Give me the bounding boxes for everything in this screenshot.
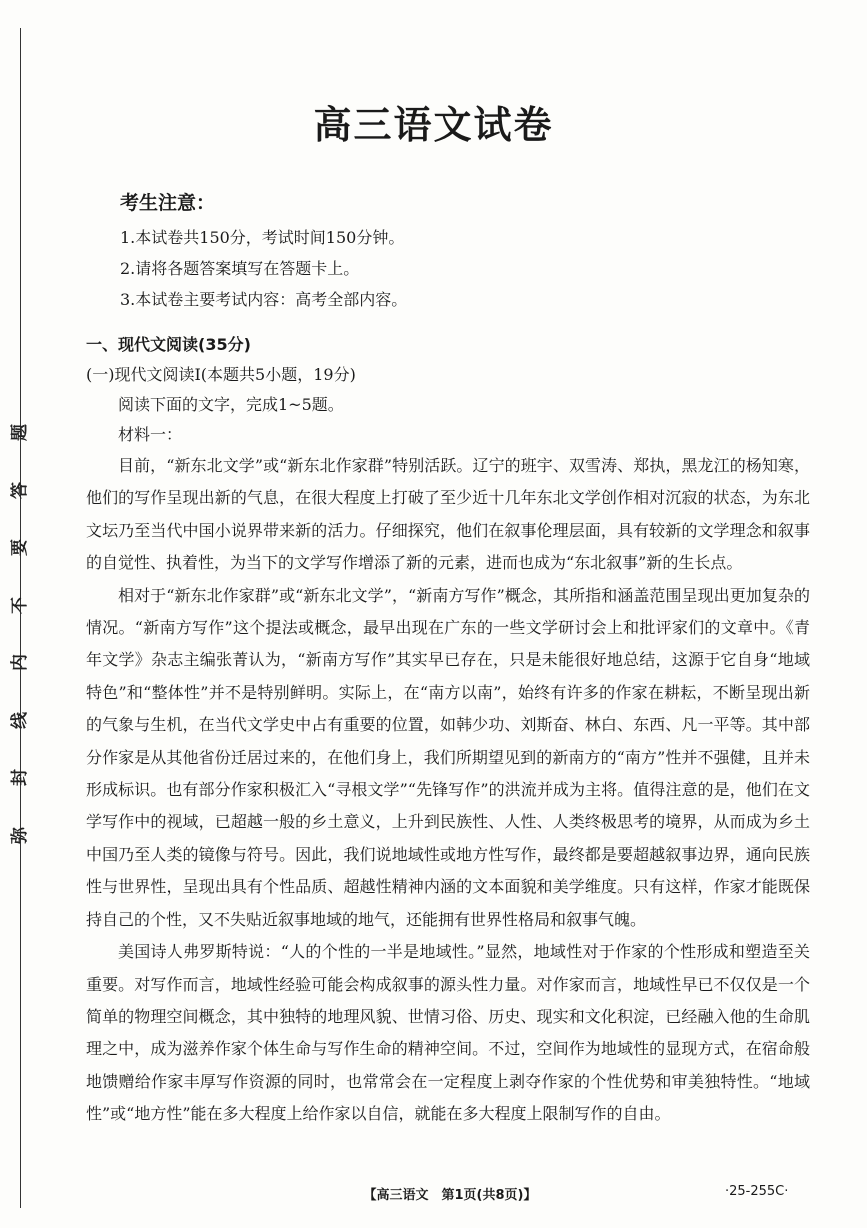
seal-char: 内 — [9, 654, 30, 672]
passage-paragraph: 目前，“新东北文学”或“新东北作家群”特别活跃。辽宁的班宇、双雪涛、郑执，黑龙江的杨知寒，他们的写作呈现出新的气息，在很大程度上打破了至少近十几年东北文学创作相对沉寂的状态，为东北文坛乃至当代中国小说界带来新的活力。仔细探究，他们在叙事伦理层面，具有较新的文学理念和叙事的自觉性、执着性，为当下的文学写作增添了新的元素，进而也成为“东北叙事”新的生长点。 — [86, 456, 810, 573]
material-label: 材料一： — [118, 425, 183, 444]
footer-page-info: 【高三语文 第1页(共8页)】 — [363, 1188, 537, 1203]
section-title: 一、现代文阅读(35分) — [86, 335, 251, 354]
exam-notice — [120, 190, 820, 315]
seal-char: 封 — [9, 769, 30, 787]
seal-char: 题 — [9, 424, 30, 441]
notice-item: 1.本试卷共150分，考试时间150分钟。 — [120, 228, 405, 247]
reading-section — [86, 330, 810, 1131]
notice-heading: 考生注意： — [120, 192, 216, 214]
notice-item: 2.请将各题答案填写在答题卡上。 — [120, 259, 360, 278]
subsection-title: (一)现代文阅读Ⅰ(本题共5小题，19分) — [86, 365, 356, 384]
seal-char: 弥 — [9, 826, 30, 844]
seal-char: 不 — [9, 596, 30, 614]
page-title: 高三语文试卷 — [313, 103, 554, 147]
footer-code: ·25-255C· — [725, 1184, 789, 1199]
passage-paragraph: 相对于“新东北作家群”或“新东北文学”，“新南方写作”概念，其所指和涵盖范围呈现出更加复杂的情况。“新南方写作”这个提法或概念，最早出现在广东的一些文学研讨会上和批评家们的文章中。《青年文学》杂志主编张菁认为，“新南方写作”其实早已存在，只是未能很好地总结，这源于它自身“地域特色”和“整体性”并不是特别鲜明。实际上，在“南方以南”，始终有许多的作家在耕耘，不断呈现出新的气象与生机，在当代文学史中占有重要的位置，如韩少功、刘斯奋、林白、东西、凡一平等。其中部分作家是从其他省份迁居过来的，在他们身上，我们所期望见到的新南方的“南方”性并不强健，且并未形成标识。也有部分作家积极汇入“寻根文学”“先锋写作”的洪流并成为主将。值得注意的是，他们在文学写作中的视域，已超越一般的乡土意义，上升到民族性、人性、人类终极思考的境界，从而成为乡土中国乃至人类的镜像与符号。因此，我们说地域性或地方性写作，最终都是要超越叙事边界，通向民族性与世界性，呈现出具有个性品质、超越性精神内涵的文本面貌和美学维度。只有这样，作家才能既保持自己的个性，又不失贴近叙事地域的地气，还能拥有世界性格局和叙事气魄。 — [86, 585, 810, 929]
binding-seal-text — [6, 424, 34, 844]
seal-char: 线 — [9, 711, 30, 729]
notice-item: 3.本试卷主要考试内容：高考全部内容。 — [120, 290, 408, 309]
passage-paragraph: 美国诗人弗罗斯特说：“人的个性的一半是地域性。”显然，地域性对于作家的个性形成和塑造至关重要。对写作而言，地域性经验可能会构成叙事的源头性力量。对作家而言，地域性早已不仅仅是一个简单的物理空间概念，其中独特的地理风貌、世情习俗、历史、现实和文化积淀，已经融入他的生命肌理之中，成为滋养作家个体生命与写作生命的精神空间。不过，空间作为地域性的显现方式，在宿命般地馈赠给作家丰厚写作资源的同时，也常常会在一定程度上剥夺作家的个性优势和审美独特性。“地域性”或“地方性”能在多大程度上给作家以自信，就能在多大程度上限制写作的自由。 — [86, 942, 810, 1124]
seal-char: 要 — [9, 539, 30, 557]
instruction: 阅读下面的文字，完成1~5题。 — [118, 395, 344, 414]
seal-char: 答 — [9, 481, 30, 499]
